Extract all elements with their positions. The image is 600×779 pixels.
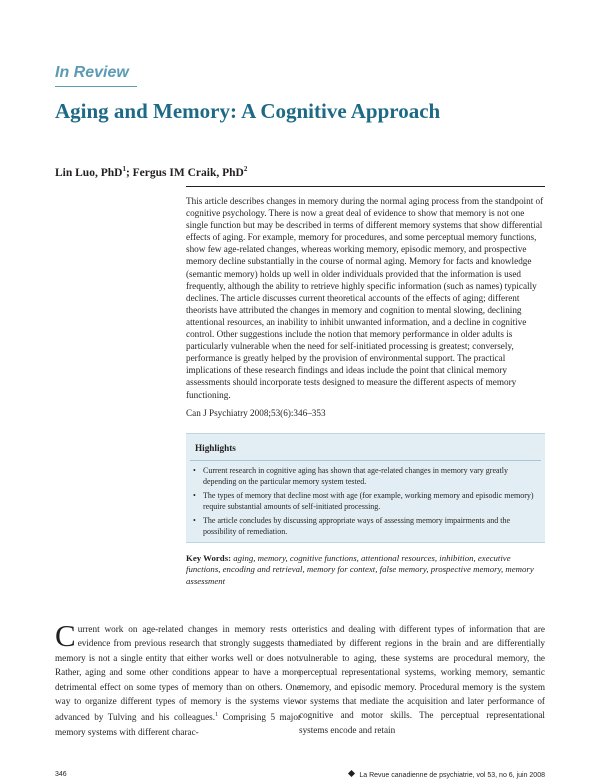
author-affiliation: 2 <box>243 165 248 173</box>
highlight-text: Current research in cognitive aging has shown that age-related changes in memory vary greatly depending on the particular memory system tested. <box>203 466 508 487</box>
highlights-list <box>191 465 536 539</box>
bullet-icon: • <box>193 490 196 500</box>
author-name: Fergus IM Craik, PhD <box>132 166 244 179</box>
keywords-label: Key Words: <box>186 553 232 563</box>
highlights-divider <box>190 460 541 461</box>
author-affiliation: 1 <box>122 165 126 173</box>
highlight-item <box>191 490 536 513</box>
journal-footer-text: La Revue canadienne de psychiatrie, vol 53, no 6, juin 2008 <box>359 772 545 779</box>
body-text-left: urrent work on age-related changes in memory rests on evidence from previous research that strongly suggests that memory is not a single entity that either works well or does not. Rather, aging and some other conditions appear to have a more detrimental effect on some types of memory than on others. One way to organize different types of memory is the systems view advanced by Tulving and his colleagues. <box>55 624 301 723</box>
highlight-item <box>191 515 536 538</box>
article-title: Aging and Memory: A Cognitive Approach <box>55 99 441 123</box>
section-label: In Review <box>55 64 129 81</box>
bullet-icon: • <box>193 466 196 475</box>
bullet-icon: • <box>193 515 196 525</box>
reference-marker: 1 <box>215 712 219 719</box>
highlight-text: The types of memory that decline most with age (for example, working memory and episodic memory) require substantial amounts of self-initiated processing. <box>203 490 534 512</box>
highlights-title: Highlights <box>195 443 236 453</box>
body-column-left <box>55 618 301 739</box>
author-name: Lin Luo, PhD <box>55 166 123 179</box>
body-text-left-tail: Comprising 5 major memory systems with different charac- <box>55 712 301 737</box>
keywords <box>186 553 545 587</box>
drop-cap: C <box>55 618 76 653</box>
body-column-right: teristics and dealing with different types of information that are mediated by different regions in the brain and are differentially vulnerable to aging, these systems are procedural memory, the perceptual representational systems, working memory, semantic memory, and episodic memory. Procedural memory is the system or systems that mediate the acquisition and later performance of cognitive and motor skills. The perceptual representational systems encode and retain <box>299 624 545 735</box>
section-rule <box>55 86 137 87</box>
keywords-text: aging, memory, cognitive functions, attentional resources, inhibition, executive functions, encoding and retrieval, memory for context, false memory, prospective memory, memory assessment <box>186 553 534 586</box>
abstract: This article describes changes in memory during the normal aging process from the standpoint of cognitive psychology. There is now a great deal of evidence to show that memory is not one single function but may be described in terms of different memory systems that show differential effects of aging. For example, memory for procedures, and some perceptual memory functions, show few age-related changes, whereas working memory, episodic memory, and prospective memory decline substantially in the course of normal aging. Memory for facts and knowledge (semantic memory) holds up well in older individuals provided that the information is used frequently, although the ability to retrieve highly specific information (such as names) typically declines. The article discusses current theoretical accounts of the effects of aging; different theorists have attributed the changes in memory and cognition to mental slowing, declining attentional resources, an inability to inhibit unwanted information, and a decline in cognitive control. Other suggestions include the notion that memory performance in older adults is particularly vulnerable when the need for self-initiated processing is greatest; conversely, performance is greatly helped by the provision of environmental support. The practical implications of these research findings and ideas include the point that clinical memory assessments should incorporate tests designed to measure the different aspects of memory functioning. <box>186 196 544 400</box>
citation: Can J Psychiatry 2008;53(6):346–353 <box>186 408 326 418</box>
highlights-box <box>186 433 545 543</box>
page-number: 346 <box>55 771 67 778</box>
author-separator: ; <box>125 166 133 179</box>
authors <box>55 165 247 179</box>
abstract-rule <box>186 186 545 187</box>
highlight-item <box>191 465 536 488</box>
journal-footer <box>349 771 545 779</box>
highlight-text: The article concludes by discussing appropriate ways of assessing memory impairments and the possibility of remediation. <box>203 515 511 537</box>
